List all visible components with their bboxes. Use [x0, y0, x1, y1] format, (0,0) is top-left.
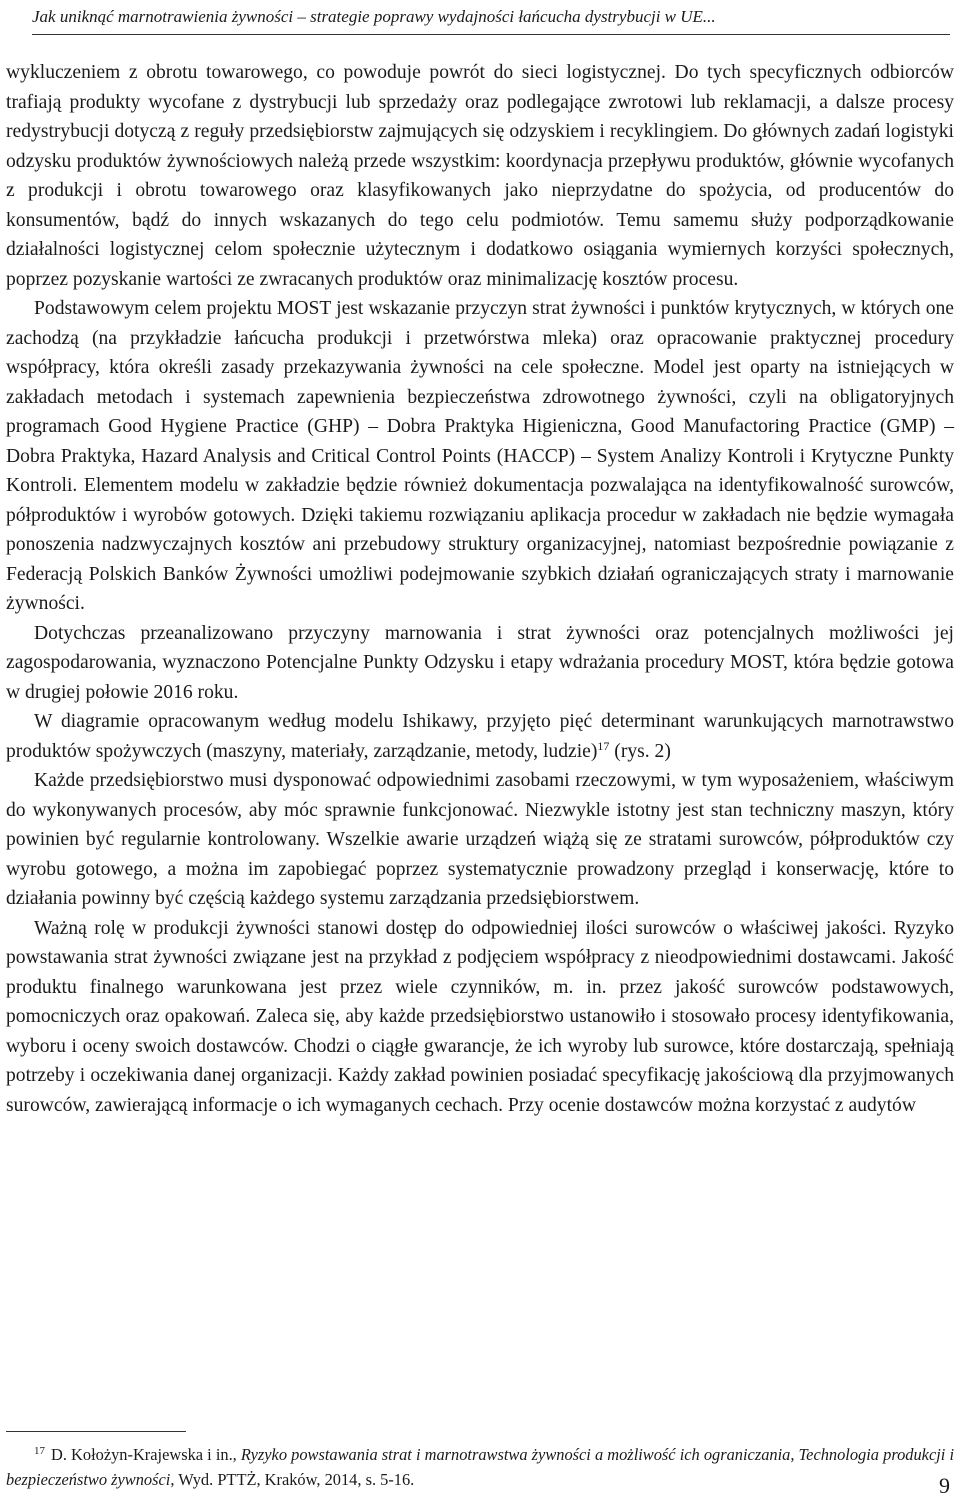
- paragraph-3: Dotychczas przeanalizowano przyczyny marnowania i strat żywności oraz potencjalnych możliwości jej zagospodarowania, wyznaczono Potencjalne Punkty Odzysku i etapy wdrażania procedury MOST, która będzie gotowa w drugiej połowie 2016 roku.: [6, 622, 954, 703]
- paragraph-1: wykluczeniem z obrotu towarowego, co powoduje powrót do sieci logistycznej. Do tych specyficznych odbiorców trafiają produkty wycofane z dystrybucji lub sprzedaży oraz podlegające zwrotowi lub reklamacji, a dalsze procesy redystrybucji dotyczą z reguły przedsiębiorstw zajmujących się odzyskiem i recyklingiem. Do głównych zadań logistyki odzysku produktów żywnościowych należą przede wszystkim: koordynacja przepływu produktów, głównie wycofanych z produkcji i obrotu towarowego oraz klasyfikowanych jako nieprzydatne do spożycia, od producentów do konsumentów, bądź do innych wskazanych do tego celu podmiotów. Temu samemu służy podporządkowanie działalności logistycznej celom społecznie użytecznym i dodatkowo osiągania wymiernych korzyści społecznych, poprzez pozyskanie wartości ze zwracanych produktów oraz minimalizację kosztów procesu.: [6, 62, 954, 290]
- paragraph-4: [6, 707, 954, 766]
- paragraph-4-tail: (rys. 2): [609, 740, 671, 762]
- footnote: [6, 1442, 954, 1492]
- footnote-reference[interactable]: 17: [597, 738, 610, 753]
- footnote-authors: D. Kołożyn-Krajewska i in.,: [51, 1445, 237, 1464]
- paragraph-2: Podstawowym celem projektu MOST jest wskazanie przyczyn strat żywności i punktów krytycznych, w których one zachodzą (na przykładzie łańcucha produkcji i przetwórstwa mleka) oraz opracowanie praktycznej procedury współpracy, która określi zasady przekazywania żywności na cele społeczne. Model jest oparty na istniejących w zakładach metodach i systemach zapewnienia bezpieczeństwa zdrowotnego żywności, czyli na obligatoryjnych programach Good Hygiene Practice (GHP) – Dobra Praktyka Higieniczna, Good Manufactoring Practice (GMP) – Dobra Praktyka, Hazard Analysis and Critical Control Points (HACCP) – System Analizy Kontroli i Krytyczne Punkty Kontroli. Elementem modelu w zakładzie będzie również dokumentacja pozwalająca na identyfikowalność surowców, półproduktów i wyrobów gotowych. Dzięki takiemu rozwiązaniu aplikacja procedur w zakładach nie będzie wymagała ponoszenia nadzwyczajnych kosztów ani przebudowy struktury organizacyjnej, natomiast bezpośrednie powiązanie z Federacją Polskich Banków Żywności umożliwi podejmowanie szybkich działań ograniczających straty i marnowanie żywności.: [6, 298, 954, 614]
- paragraph-4-text: W diagramie opracowanym według modelu Ishikawy, przyjęto pięć determinant warunkujących marnotrawstwo produktów spożywczych (maszyny, materiały, zarządzanie, metody, ludzie): [6, 711, 954, 762]
- paragraph-6: Ważną rolę w produkcji żywności stanowi dostęp do odpowiedniej ilości surowców o właściwej jakości. Ryzyko powstawania strat żywności związane jest na przykład z podjęciem współpracy z nieodpowiednimi dostawcami. Jakość produktu finalnego warunkowana jest przez wiele czynników, m. in. przez jakość surowców podstawowych, pomocniczych oraz opakowań. Zaleca się, aby każde przedsiębiorstwo ustanowiło i stosowało procesy identyfikowania, wyboru i oceny swoich dostawców. Chodzi o ciągłe gwarancje, że ich wyroby lub surowce, które dostarczają, spełniają potrzeby i oczekiwania danej organizacji. Każdy zakład powinien posiadać specyfikację jakościową dla przyjmowanych surowców, zawierającą informacje o ich wymaganych cechach. Przy ocenie dostawców można korzystać z audytów: [6, 917, 954, 1116]
- footnote-publisher: , Wyd. PTTŻ, Kraków, 2014, s. 5-16.: [170, 1470, 415, 1489]
- main-text: [6, 58, 954, 1120]
- page-number: 9: [939, 1473, 950, 1498]
- footnote-title: Ryzyko powstawania strat i marnotrawstwa żywności a możliwość ich ograniczania, Technologia produkcji i bezpieczeństwo żywności: [6, 1445, 955, 1489]
- footnote-number: 17: [34, 1445, 45, 1457]
- running-header: Jak uniknąć marnotrawienia żywności – strategie poprawy wydajności łańcucha dystrybucji w UE...: [32, 6, 950, 35]
- paragraph-5: Każde przedsiębiorstwo musi dysponować odpowiednimi zasobami rzeczowymi, w tym wyposażeniem, właściwym do wykonywanych procesów, aby móc sprawnie funkcjonować. Niezwykle istotny jest stan techniczny maszyn, który powinien być regularnie kontrolowany. Wszelkie awarie urządzeń wiążą się ze stratami surowców, półproduktów czy wyrobu gotowego, a można im zapobiegać poprzez systematycznie prowadzony przegląd i konserwację, które to działania powinny być częścią każdego systemu zarządzania przedsiębiorstwem.: [6, 770, 954, 909]
- footnote-divider: [6, 1431, 186, 1432]
